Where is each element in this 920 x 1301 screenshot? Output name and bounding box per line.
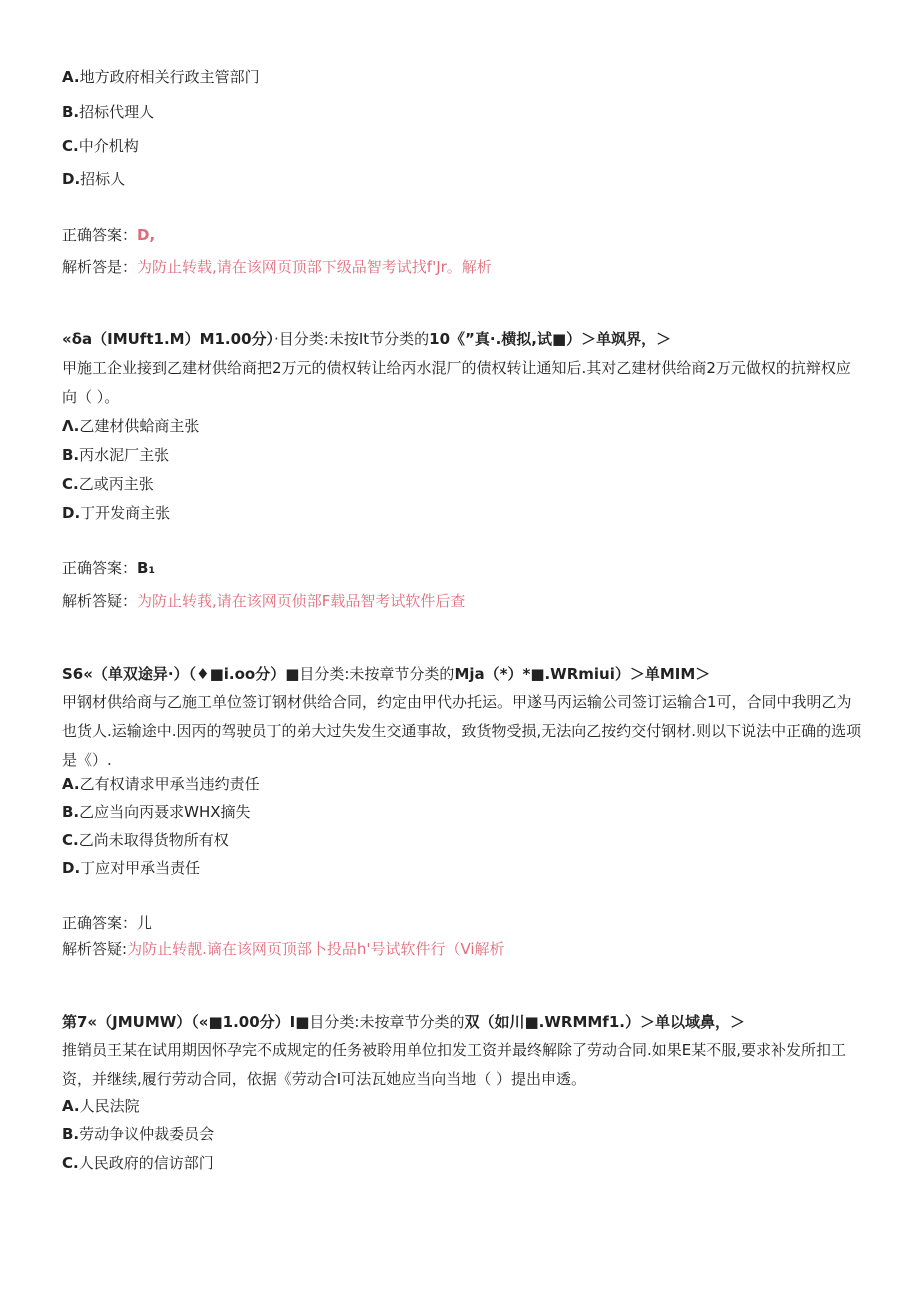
q1-analysis-link[interactable]: 为防止转载,请在该网页顶部下级品智考试找f'Jr。解析	[137, 258, 492, 276]
q3-option-b: B.乙应当向丙聂求WHX摘失	[62, 803, 251, 821]
q3-analysis: 解析答疑:为防止转靓.谪在该网页顶部卜投品h'号试软件行（Vi解析	[62, 940, 505, 958]
q3-header: S6«（单双途异·）（♦■i.oo分）■目分类:未按章节分类的Mja（*）*■.WRmiui）＞单MIM＞	[62, 665, 711, 683]
q1-answer: 正确答案：D,	[62, 226, 156, 244]
q4-option-b: B.劳动争议仲裁委员会	[62, 1125, 215, 1143]
q1-analysis: 解析答是：为防止转载,请在该网页顶部下级品智考试找f'Jr。解析	[62, 258, 492, 276]
q2-option-a: Λ.乙建材供蛤商主张	[62, 417, 200, 435]
q4-option-a: A.人民法院	[62, 1097, 140, 1115]
q1-option-d: D.招标人	[62, 170, 126, 188]
q2-option-c: C.乙或丙主张	[62, 475, 154, 493]
q3-option-c: C.乙尚未取得货物所有权	[62, 831, 229, 849]
q2-option-d: D.丁开发商主张	[62, 504, 171, 522]
q4-header: 第7«（JMUMW）（«■1.00分）I■目分类:未按章节分类的双（如川■.WRMMf1.）＞单以域鼻，＞	[62, 1013, 745, 1031]
q3-analysis-link[interactable]: 为防止转靓.谪在该网页顶部卜投品h'号试软件行（Vi解析	[127, 940, 505, 958]
q2-analysis: 解析答疑：为防止转莪,请在该网页侦部F载品智考试软件后查	[62, 592, 466, 610]
q2-header: «δa（IMUft1.M）M1.00分）·目分类:未按It节分类的10《”真·.横拟,试■）＞单飒界，＞	[62, 330, 672, 348]
q3-option-d: D.丁应对甲承当责任	[62, 859, 201, 877]
q3-option-a: A.乙有权请求甲承当违约责任	[62, 775, 260, 793]
q4-stem: 推销员王某在试用期因怀孕完不成规定的任务被聆用单位扣发工资并最终解除了劳动合同.如果E某不服,要求补发所扣工资，并继续,履行劳动合同，依据《劳动合I可法瓦她应当向当地（ ）提出申透。	[62, 1041, 847, 1088]
q4-option-c: C.人民政府的信访部门	[62, 1154, 214, 1172]
q2-option-b: B.丙水泥厂主张	[62, 446, 170, 464]
q3-answer: 正确答案：儿	[62, 914, 153, 932]
q1-option-a: A.地方政府相关行政主管部门	[62, 68, 260, 86]
q3-stem: 甲钢材供给商与乙施工单位签订钢材供给合同，约定由甲代办托运。甲遂马丙运输公司签订运输合1可，合同中我明乙为也货人.运输途中.因丙的驾驶员丁的弟大过失发生交通事故，致货物受损,无法向乙按约交付钢材.则以下说法中正确的选项是《）.	[62, 693, 862, 769]
q2-answer: 正确答案：B₁	[62, 559, 156, 577]
q2-stem: 甲施工企业接到乙建材供给商把2万元的债权转让给丙水混厂的债权转让通知后.其对乙建材供给商2万元做权的抗辩权应向（ ）。	[62, 359, 851, 406]
q1-option-c: C.中介机构	[62, 137, 139, 155]
q2-analysis-link[interactable]: 为防止转莪,请在该网页侦部F载品智考试软件后查	[137, 592, 466, 610]
q1-option-b: B.招标代理人	[62, 103, 155, 121]
